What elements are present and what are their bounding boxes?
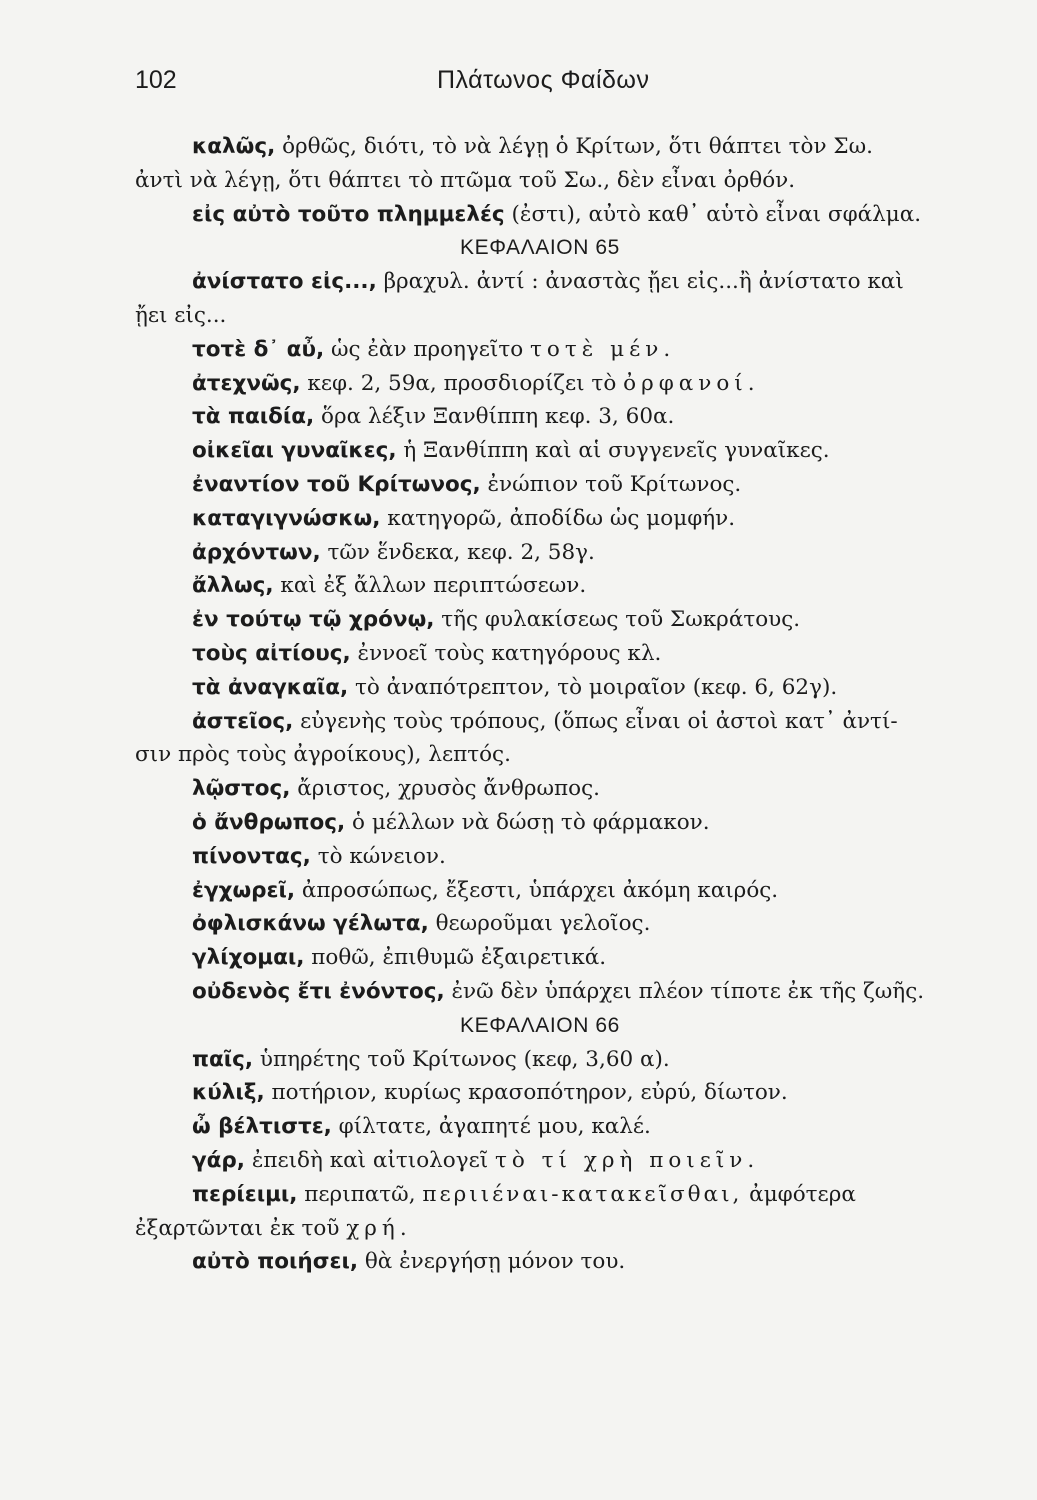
lemma: γλίχομαι, xyxy=(192,945,305,971)
lemma: καλῶς, xyxy=(192,134,276,159)
gloss: ὑπηρέτης τοῦ Κρίτωνος (κεφ, 3,60 α). xyxy=(253,1046,670,1072)
entry-line xyxy=(135,874,905,908)
gloss: κατηγορῶ, ἀποδίδω ὡς μομφήν. xyxy=(380,505,736,531)
lemma: γάρ, xyxy=(192,1147,245,1173)
spaced-emphasis: ὀρφανοί. xyxy=(623,370,760,396)
continuation-line xyxy=(135,1212,905,1246)
entry-line xyxy=(135,468,905,502)
gloss: φίλτατε, ἀγαπητέ μου, καλέ. xyxy=(331,1114,651,1140)
entry-line xyxy=(135,975,925,1009)
entry-line xyxy=(135,705,905,739)
entry-line xyxy=(135,502,905,536)
entry-line xyxy=(135,671,905,705)
entry-line xyxy=(135,1245,905,1279)
gloss: καὶ ἐξ ἄλλων περιπτώσεων. xyxy=(273,573,587,599)
entry-line xyxy=(135,400,905,434)
continuation-line: ᾔει εἰς... xyxy=(135,302,227,328)
gloss: κεφ. 2, 59α, προσδιορίζει τὸ xyxy=(300,370,624,396)
gloss: ὁ μέλλων νὰ δώσῃ τὸ φάρμακον. xyxy=(345,809,710,835)
running-title: Πλάτωνος Φαίδων xyxy=(437,66,650,94)
chapter-heading: ΚΕΦΑΛΑΙΟΝ 66 xyxy=(460,1013,620,1037)
gloss: ἀπροσώπως, ἔξεστι, ὑπάρχει ἀκόμη καιρός. xyxy=(295,877,779,903)
gloss: τὸ κώνειον. xyxy=(310,843,446,869)
lemma: εἰς αὐτὸ τοῦτο πλημμελές xyxy=(192,201,505,227)
page-header xyxy=(0,66,1037,106)
page-number: 102 xyxy=(135,66,177,94)
gloss: ἐπειδὴ καὶ αἰτιολογεῖ xyxy=(244,1147,495,1173)
chapter-heading: ΚΕΦΑΛΑΙΟΝ 65 xyxy=(460,236,620,260)
entry-line xyxy=(135,772,905,806)
entry-line xyxy=(135,198,922,232)
entry-line xyxy=(135,1043,905,1077)
entry-line xyxy=(135,603,905,637)
entry-line xyxy=(135,1076,905,1110)
lemma: τὰ παιδία, xyxy=(192,404,315,430)
entry-line xyxy=(135,806,905,840)
gloss: ἄριστος, χρυσὸς ἄνθρωπος. xyxy=(290,776,600,802)
entry-line xyxy=(135,1110,905,1144)
entry-line xyxy=(135,265,905,299)
spaced-emphasis: χρή. xyxy=(346,1215,412,1241)
spaced-emphasis: τὸ τί χρὴ ποιεῖν. xyxy=(494,1147,760,1173)
gloss-tail: ἀμφότερα xyxy=(742,1181,856,1207)
gloss: (ἐστι), αὐτὸ καθ᾿ αὑτὸ εἶναι σφάλμα. xyxy=(504,201,922,227)
gloss: ἐξαρτῶνται ἐκ τοῦ xyxy=(135,1215,347,1241)
continuation-line: ἀντὶ νὰ λέγῃ, ὅτι θάπτει τὸ πτῶμα τοῦ Σω., δὲν εἶναι ὀρθόν. xyxy=(135,167,796,193)
lemma: οὐδενὸς ἔτι ἐνόντος, xyxy=(192,978,445,1004)
entry-line xyxy=(135,637,905,671)
gloss: θεωροῦμαι γελοῖος. xyxy=(428,911,651,937)
entry-line xyxy=(135,941,905,975)
lemma: τοτὲ δ᾿ αὖ, xyxy=(192,336,325,362)
lemma: κύλιξ, xyxy=(192,1080,265,1106)
entry-line xyxy=(135,840,905,874)
lemma: καταγιγνώσκω, xyxy=(192,505,381,531)
entry-line xyxy=(135,434,905,468)
gloss: ὀρθῶς, διότι, τὸ νὰ λέγῃ ὁ Κρίτων, ὅτι θάπτει τὸν Σω. xyxy=(275,134,873,159)
gloss: ἐννοεῖ τοὺς κατηγόρους κλ. xyxy=(350,640,662,666)
entry-line xyxy=(135,536,905,570)
lemma: τοὺς αἰτίους, xyxy=(192,640,351,666)
entry-line xyxy=(135,367,905,401)
lemma: πίνοντας, xyxy=(192,843,311,869)
gloss: βραχυλ. ἀντί : ἀναστὰς ᾔει εἰς...ἢ ἀνίστατο καὶ xyxy=(376,269,904,295)
entry-line xyxy=(135,907,905,941)
gloss: θὰ ἐνεργήσῃ μόνον του. xyxy=(358,1249,626,1275)
lemma: αὐτὸ ποιήσει, xyxy=(192,1249,358,1275)
lemma: ἀνίστατο εἰς..., xyxy=(192,269,377,295)
entry-line xyxy=(135,1178,905,1212)
gloss: ποθῶ, ἐπιθυμῶ ἐξαιρετικά. xyxy=(304,945,607,971)
entry-line xyxy=(135,130,905,164)
entry-line xyxy=(135,333,905,367)
gloss: τῆς φυλακίσεως τοῦ Σωκράτους. xyxy=(434,607,801,633)
lemma: περίειμι, xyxy=(192,1181,298,1207)
lemma: ἀστεῖος, xyxy=(192,708,294,734)
gloss: ὡς ἐὰν προηγεῖτο xyxy=(324,336,531,362)
spaced-emphasis: περιιέναι-κατακεῖσθαι, xyxy=(422,1181,743,1207)
lemma: λῷστος, xyxy=(192,776,291,802)
gloss: εὐγενὴς τοὺς τρόπους, (ὅπως εἶναι οἱ ἀστοὶ κατ᾿ ἀντί- xyxy=(293,708,898,734)
gloss: ποτήριον, κυρίως κρασοπότηρον, εὐρύ, δίωτον. xyxy=(264,1080,788,1106)
gloss: ἡ Ξανθίππη καὶ αἱ συγγενεῖς γυναῖκες. xyxy=(396,438,830,464)
lemma: τὰ ἀναγκαῖα, xyxy=(192,674,349,700)
page-body xyxy=(135,130,925,1279)
gloss: ὅρα λέξιν Ξανθίππη κεφ. 3, 60α. xyxy=(314,404,675,430)
lemma: ἐγχωρεῖ, xyxy=(192,877,296,903)
lemma: ἀτεχνῶς, xyxy=(192,370,301,396)
gloss: ἐνῶ δὲν ὑπάρχει πλέον τίποτε ἐκ τῆς ζωῆς. xyxy=(444,978,925,1004)
lemma: οἰκεῖαι γυναῖκες, xyxy=(192,438,397,464)
gloss: περιπατῶ, xyxy=(297,1181,423,1207)
continuation-line: σιν πρὸς τοὺς ἀγροίκους), λεπτός. xyxy=(135,742,511,768)
lemma: ἐναντίον τοῦ Κρίτωνος, xyxy=(192,471,481,497)
spaced-emphasis: τοτὲ μέν. xyxy=(530,336,676,362)
lemma: ἄλλως, xyxy=(192,573,274,599)
lemma: ὁ ἄνθρωπος, xyxy=(192,809,346,835)
entry-line xyxy=(135,569,905,603)
gloss: ἐνώπιον τοῦ Κρίτωνος. xyxy=(480,471,742,497)
lemma: ἀρχόντων, xyxy=(192,539,321,565)
gloss: τῶν ἕνδεκα, κεφ. 2, 58γ. xyxy=(320,539,595,565)
entry-line xyxy=(135,1144,905,1178)
gloss: τὸ ἀναπότρεπτον, τὸ μοιραῖον (κεφ. 6, 62γ). xyxy=(348,674,838,700)
lemma: ὀφλισκάνω γέλωτα, xyxy=(192,911,429,937)
lemma: ἐν τούτῳ τῷ χρόνῳ, xyxy=(192,607,435,633)
lemma: παῖς, xyxy=(192,1046,254,1072)
lemma: ὦ βέλτιστε, xyxy=(192,1114,332,1140)
